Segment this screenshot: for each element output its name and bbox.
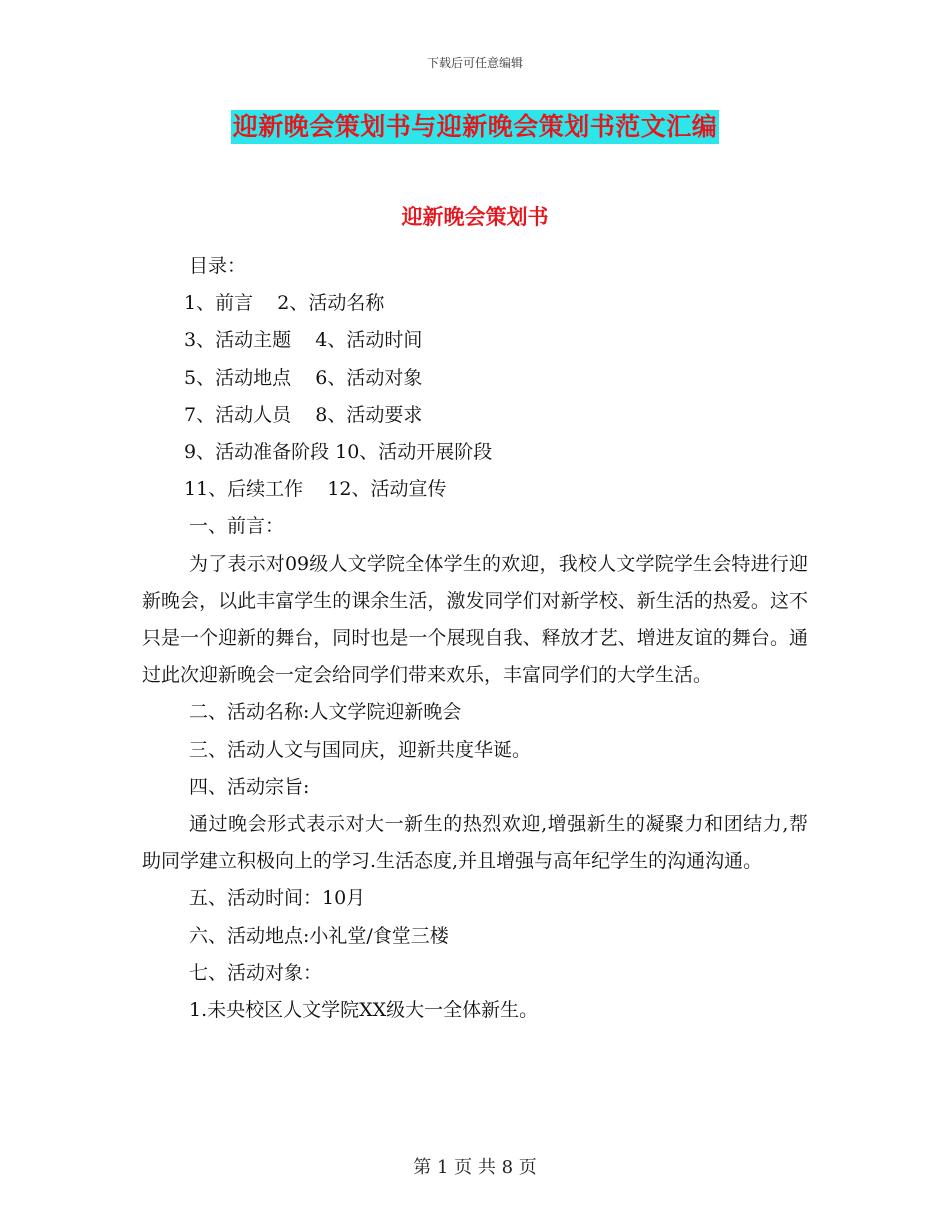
purpose-paragraph: 通过晚会形式表示对大一新生的热烈欢迎,增强新生的凝聚力和团结力,帮助同学建立积极向上的学习.生活态度,并且增强与高年纪学生的沟通沟通。 (142, 813, 808, 873)
section-activity-name: 二、活动名称:人文学院迎新晚会 (189, 701, 462, 724)
document-title-container (0, 110, 950, 144)
toc-row: 5、活动地点 6、活动对象 (184, 366, 423, 389)
page-footer: 第 1 页 共 8 页 (413, 1157, 537, 1178)
section-activity-theme: 三、活动人文与国同庆，迎新共度华诞。 (189, 738, 532, 761)
toc-row: 7、活动人员 8、活动要求 (184, 403, 423, 426)
section-title: 迎新晚会策划书 (401, 204, 549, 229)
audience-item: 1.未央校区人文学院XX级大一全体新生。 (189, 999, 539, 1022)
section-heading-preface: 一、前言： (189, 515, 285, 538)
section-activity-time: 五、活动时间：10月 (189, 887, 366, 910)
header-note: 下载后可任意编辑 (426, 56, 523, 70)
preface-paragraph: 为了表示对09级人文学院全体学生的欢迎，我校人文学院学生会特进行迎新晚会，以此丰富学生的课余生活，激发同学们对新学校、新生活的热爱。这不只是一个迎新的舞台，同时也是一个展现自我、释放才艺、增进友谊的舞台。通过此次迎新晚会一定会给同学们带来欢乐，丰富同学们的大学生活。 (142, 552, 808, 687)
toc-row: 1、前言 2、活动名称 (184, 292, 385, 315)
document-body (142, 248, 808, 1029)
document-title: 迎新晚会策划书与迎新晚会策划书范文汇编 (231, 110, 720, 144)
section-heading-purpose: 四、活动宗旨: (189, 775, 310, 798)
section-activity-location: 六、活动地点:小礼堂/食堂三楼 (189, 924, 449, 947)
section-heading-audience: 七、活动对象： (189, 961, 323, 984)
toc-row: 9、活动准备阶段 10、活动开展阶段 (184, 441, 493, 464)
toc-heading: 目录： (189, 255, 247, 277)
toc-row: 3、活动主题 4、活动时间 (184, 329, 423, 352)
toc-row: 11、后续工作 12、活动宣传 (184, 478, 447, 501)
